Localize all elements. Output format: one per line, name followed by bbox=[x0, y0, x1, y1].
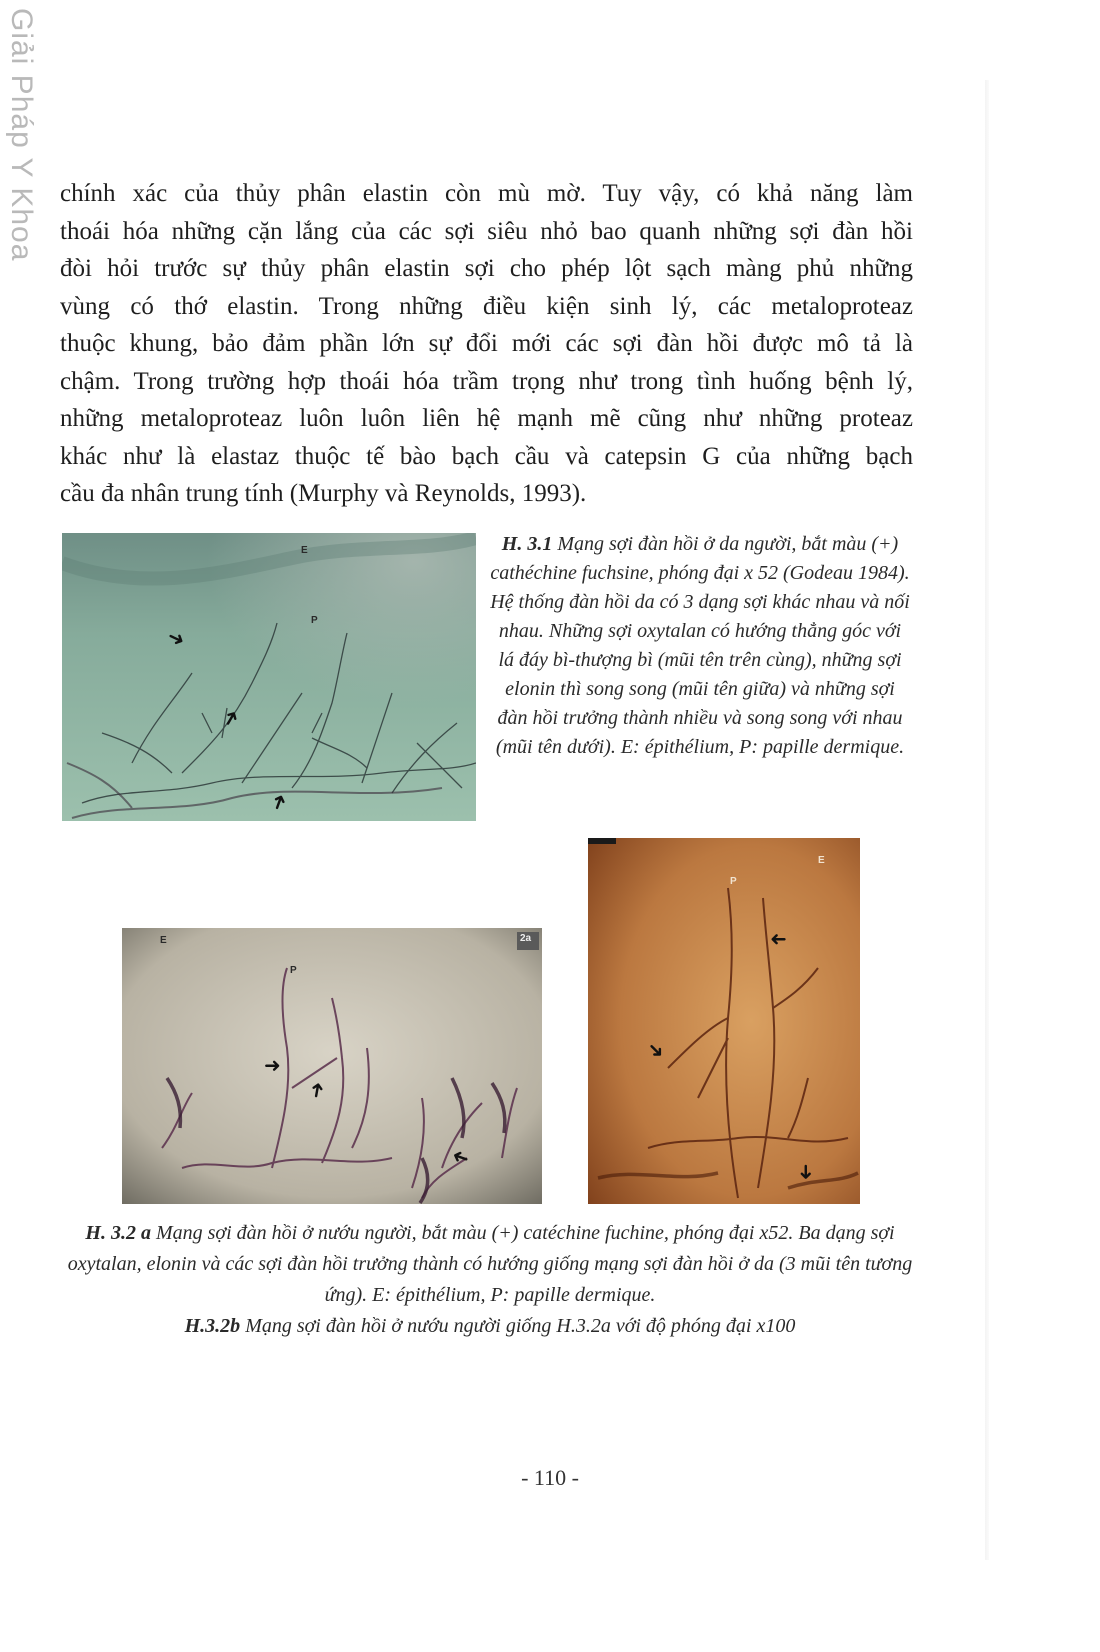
figure-3-1-micrograph bbox=[62, 533, 476, 821]
figure-3-2-caption bbox=[60, 1218, 920, 1342]
body-line: thoái hóa những cặn lắng của các sợi siêu nhỏ bao quanh những sợi đàn hồi bbox=[60, 217, 913, 245]
figure-3-1-label-e: E bbox=[301, 545, 308, 556]
body-line: cầu đa nhân trung tính (Murphy và Reynolds, 1993). bbox=[60, 480, 587, 507]
figure-3-2b-label-e: E bbox=[818, 855, 825, 866]
figure-3-1-caption-label: H. 3.1 bbox=[501, 533, 553, 555]
figure-3-2a-label-e: E bbox=[160, 935, 167, 946]
figure-3-1-arrow-top: ➜ bbox=[163, 623, 190, 653]
figure-3-2a-arrow-bottom: ➜ bbox=[448, 1143, 473, 1173]
body-paragraph bbox=[60, 175, 913, 513]
figure-3-2b-arrow-top: ➜ bbox=[770, 928, 787, 952]
body-line: đòi hỏi trước sự thủy phân elastin sợi cho phép lột sạch màng phủ những bbox=[60, 255, 913, 282]
body-line: chính xác của thủy phân elastin còn mù mờ. Tuy vậy, có khả năng làm bbox=[60, 180, 913, 207]
figure-3-2a-caption bbox=[60, 1218, 920, 1311]
figure-3-1-arrow-middle: ➜ bbox=[215, 704, 245, 732]
figure-3-2b-caption bbox=[60, 1311, 920, 1342]
figure-3-2a-tag: 2a bbox=[520, 933, 532, 944]
page-number: - 110 - bbox=[521, 1465, 579, 1490]
figure-3-2a-arrow-top: ➜ bbox=[264, 1053, 281, 1077]
figure-3-1-label-p: P bbox=[311, 615, 318, 626]
figure-3-2b-label-p: P bbox=[730, 876, 737, 887]
body-line: thuộc khung, bảo đảm phần lớn sự đổi mới các sợi đàn hồi được mô tả là bbox=[60, 330, 913, 357]
figure-3-2a-label-p: P bbox=[290, 965, 297, 976]
figure-3-2b-arrow-bottom: ➜ bbox=[794, 1163, 819, 1181]
figure-3-1-caption-text: Mạng sợi đàn hồi ở da người, bắt màu (+) cathéchine fuchsine, phóng đại x 52 (Godeau 1984). Hệ thống đàn hồi da có 3 dạng sợi khác nhau và nối nhau. Những sợi oxytalan có hướng thẳng góc với lá đáy bì-thượng bì (mũi tên trên cùng), những sợi elonin thì song song (mũi tên giữa) và những sợi đàn hồi trưởng thành nhiều và song song với nhau (mũi tên dưới). E: épithélium, P: papille dermique. bbox=[490, 533, 910, 758]
figure-3-1-arrow-bottom: ➜ bbox=[264, 790, 293, 814]
figure-3-2b-caption-label: H.3.2b bbox=[184, 1315, 241, 1337]
body-line: vùng có thớ elastin. Trong những điều kiện sinh lý, các metaloproteaz bbox=[60, 292, 913, 320]
body-line: khác như là elastaz thuộc tế bào bạch cầu và catepsin G của những bạch bbox=[60, 442, 913, 470]
page-edge-shadow bbox=[985, 80, 989, 1560]
figure-3-2a-arrow-middle: ➜ bbox=[303, 1079, 330, 1101]
figure-3-2b-arrow-middle: ➜ bbox=[641, 1035, 671, 1065]
figure-3-2a-micrograph bbox=[122, 928, 542, 1204]
figure-3-1-caption bbox=[490, 530, 910, 762]
figure-3-2b-micrograph bbox=[588, 838, 860, 1204]
watermark: Giải Pháp Y Khoa bbox=[5, 8, 38, 262]
figure-3-2a-caption-text: Mạng sợi đàn hồi ở nướu người, bắt màu (+) catéchine fuchine, phóng đại x52. Ba dạng sợi oxytalan, elonin và các sợi đàn hồi trưởng thành có hướng giống mạng sợi đàn hồi ở da (3 mũi tên tương ứng). E: épithélium, P: papille dermique. bbox=[67, 1222, 913, 1306]
figure-3-2b-caption-text: Mạng sợi đàn hồi ở nướu người giống H.3.2a với độ phóng đại x100 bbox=[240, 1315, 796, 1337]
body-line: những metaloproteaz luôn luôn liên hệ mạnh mẽ cũng như những proteaz bbox=[60, 405, 913, 432]
figure-3-2a-caption-label: H. 3.2 a bbox=[85, 1222, 151, 1244]
body-line: chậm. Trong trường hợp thoái hóa trầm trọng như trong tình huống bệnh lý, bbox=[60, 367, 913, 395]
